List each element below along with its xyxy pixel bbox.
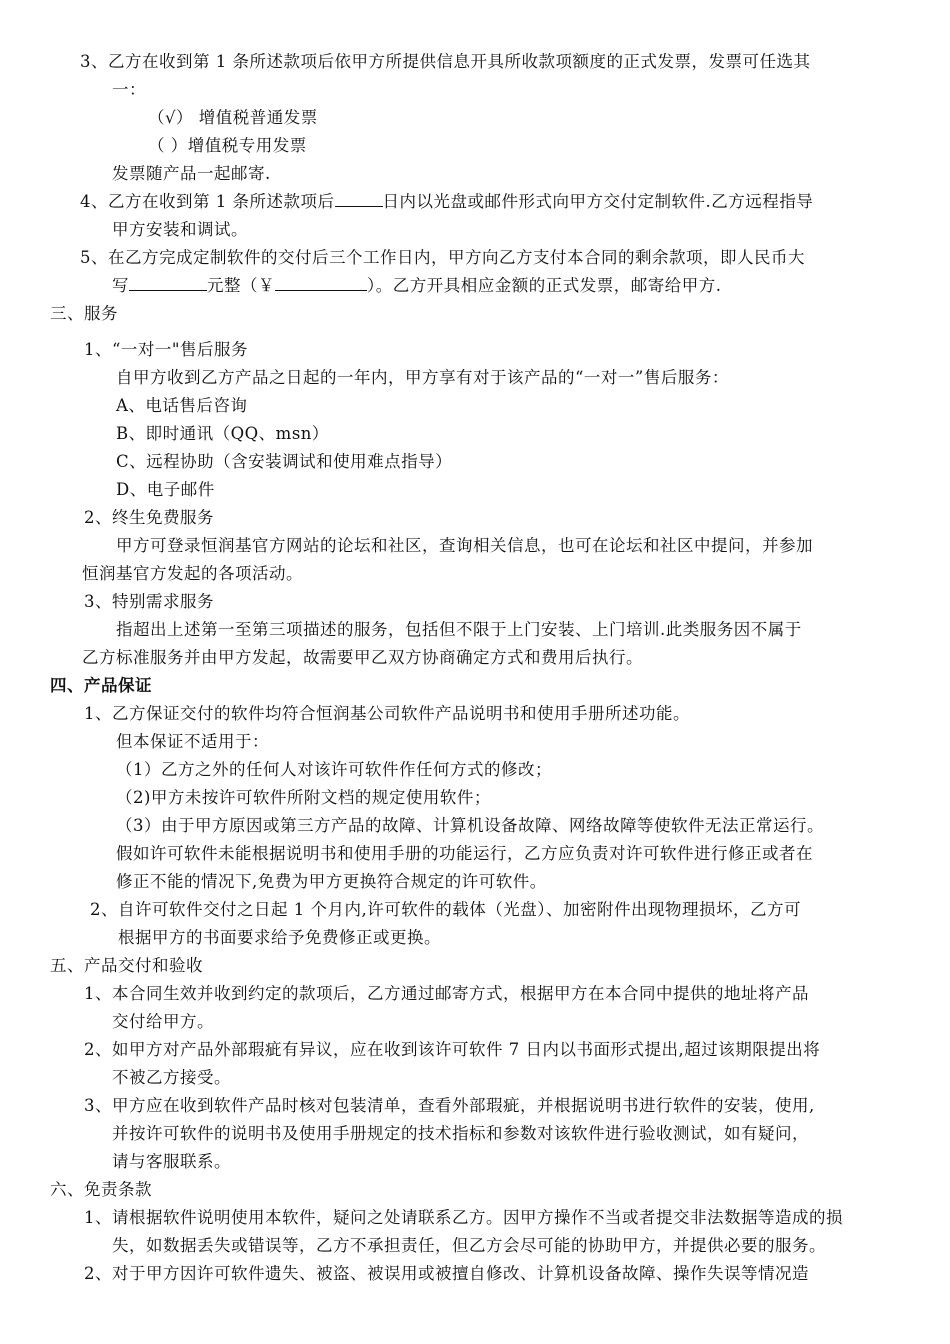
s2-item4-line2: 甲方安装和调试。 bbox=[112, 220, 248, 239]
service-option-b: B、即时通讯（QQ、msn） bbox=[116, 424, 329, 443]
s4-item1-line2: 但本保证不适用于： bbox=[116, 732, 269, 751]
s5-item3-line3: 请与客服联系。 bbox=[112, 1152, 231, 1171]
s3-item2-line2: 恒润基官方发起的各项活动。 bbox=[82, 564, 303, 583]
s5-item2-line2: 不被乙方接受。 bbox=[112, 1068, 231, 1087]
s4-item1-line3: 假如许可软件未能根据说明书和使用手册的功能运行，乙方应负责对许可软件进行修正或者在 bbox=[116, 844, 813, 863]
s5-item1-line1: 1、本合同生效并收到约定的款项后，乙方通过邮寄方式，根据甲方在本合同中提供的地址将产品 bbox=[84, 984, 809, 1003]
s4-item2-line2: 根据甲方的书面要求给予免费修正或更换。 bbox=[118, 928, 441, 947]
s6-item2-line1: 2、对于甲方因许可软件遗失、被盗、被误用或被擅自修改、计算机设备故障、操作失误等情况造 bbox=[84, 1264, 809, 1283]
s4-item2-line1: 2、自许可软件交付之日起 1 个月内,许可软件的载体（光盘）、加密附件出现物理损坏，乙方可 bbox=[90, 900, 801, 919]
s3-item3-line2: 乙方标准服务并由甲方发起，故需要甲乙双方协商确定方式和费用后执行。 bbox=[82, 648, 643, 667]
s4-item1-sub2: （2)甲方未按许可软件所附文档的规定使用软件； bbox=[116, 788, 491, 807]
service-option-c: C、远程协助（含安装调试和使用难点指导） bbox=[116, 452, 453, 471]
section3-heading: 三、服务 bbox=[50, 304, 118, 323]
s2-item3-line1: 3、乙方在收到第 1 条所述款项后依甲方所提供信息开具所收款项额度的正式发票，发票可任选其 bbox=[80, 52, 811, 71]
invoice-mail-note: 发票随产品一起邮寄. bbox=[112, 164, 271, 183]
s2-item5-text-a: 写 bbox=[112, 276, 129, 295]
section4-heading: 四、产品保证 bbox=[50, 676, 152, 695]
s2-item5-line2 bbox=[112, 274, 722, 298]
s3-item2-line1: 甲方可登录恒润基官方网站的论坛和社区，查询相关信息，也可在论坛和社区中提问，并参加 bbox=[116, 536, 813, 555]
delivery-days-blank bbox=[335, 190, 383, 207]
s2-item3-line2: 一： bbox=[112, 80, 146, 99]
section6-heading: 六、免责条款 bbox=[50, 1180, 152, 1199]
s3-item3-line1: 指超出上述第一至第三项描述的服务，包括但不限于上门安装、上门培训.此类服务因不属于 bbox=[116, 620, 802, 639]
s4-item1-sub1: （1）乙方之外的任何人对该许可软件作任何方式的修改； bbox=[116, 760, 552, 779]
s2-item4-text-b: 日内以光盘或邮件形式向甲方交付定制软件.乙方远程指导 bbox=[382, 192, 814, 211]
service-option-a: A、电话售后咨询 bbox=[116, 396, 248, 415]
amount-number-blank bbox=[275, 274, 367, 291]
amount-words-blank bbox=[129, 274, 207, 291]
s6-item1-line2: 失，如数据丢失或错误等，乙方不承担责任，但乙方会尽可能的协助甲方，并提供必要的服务。 bbox=[112, 1236, 826, 1255]
s2-item5-line1: 5、在乙方完成定制软件的交付后三个工作日内，甲方向乙方支付本合同的剩余款项，即人民币大 bbox=[80, 248, 805, 267]
invoice-option-special: （ ）增值税专用发票 bbox=[148, 136, 307, 155]
s5-item3-line2: 并按许可软件的说明书及使用手册规定的技术指标和参数对该软件进行验收测试，如有疑问， bbox=[112, 1124, 809, 1143]
s5-item1-line2: 交付给甲方。 bbox=[112, 1012, 214, 1031]
s2-item4-text-a: 4、乙方在收到第 1 条所述款项后 bbox=[80, 192, 335, 211]
s2-item5-text-b: 元整（￥ bbox=[207, 276, 275, 295]
invoice-option-general: （√） 增值税普通发票 bbox=[148, 108, 318, 127]
s5-item2-line1: 2、如甲方对产品外部瑕疵有异议，应在收到该许可软件 7 日内以书面形式提出,超过该期限提出将 bbox=[84, 1040, 821, 1059]
s3-item1-intro: 自甲方收到乙方产品之日起的一年内，甲方享有对于该产品的“一对一”售后服务： bbox=[116, 368, 729, 387]
s6-item1-line1: 1、请根据软件说明使用本软件，疑问之处请联系乙方。因甲方操作不当或者提交非法数据等造成的损 bbox=[84, 1208, 843, 1227]
s3-item2-title: 2、终生免费服务 bbox=[84, 508, 214, 527]
s2-item5-text-c: ）。乙方开具相应金额的正式发票，邮寄给甲方. bbox=[367, 276, 722, 295]
s5-item3-line1: 3、甲方应在收到软件产品时核对包装清单，查看外部瑕疵，并根据说明书进行软件的安装，使用, bbox=[84, 1096, 815, 1115]
s3-item1-title: 1、“一对一"售后服务 bbox=[84, 340, 249, 359]
s2-item4-line1 bbox=[80, 190, 813, 214]
service-option-d: D、电子邮件 bbox=[116, 480, 215, 499]
s4-item1-line4: 修正不能的情况下,免费为甲方更换符合规定的许可软件。 bbox=[116, 872, 547, 891]
s3-item3-title: 3、特别需求服务 bbox=[84, 592, 214, 611]
s4-item1-sub3: （3）由于甲方原因或第三方产品的故障、计算机设备故障、网络故障等使软件无法正常运行。 bbox=[116, 816, 824, 835]
s4-item1-line1: 1、乙方保证交付的软件均符合恒润基公司软件产品说明书和使用手册所述功能。 bbox=[84, 704, 690, 723]
section5-heading: 五、产品交付和验收 bbox=[50, 956, 203, 975]
